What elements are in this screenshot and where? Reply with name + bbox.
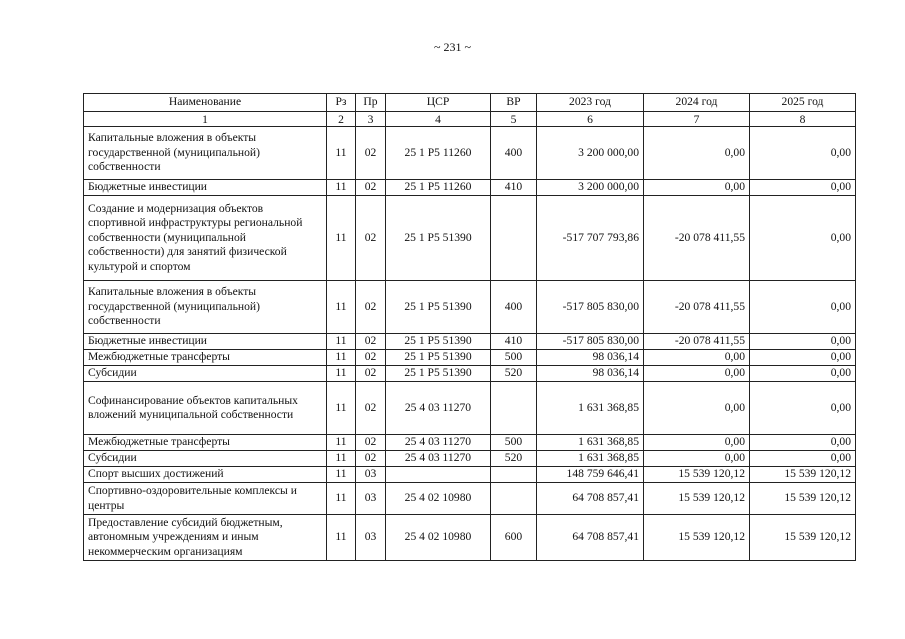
cell-csr: 25 1 P5 51390 — [386, 334, 491, 350]
cell-pr: 02 — [356, 350, 386, 366]
cell-pr: 02 — [356, 435, 386, 451]
cell-pr: 02 — [356, 451, 386, 467]
cell-2023: 1 631 368,85 — [537, 451, 644, 467]
cell-name: Софинансирование объектов капитальных вложений муниципальной собственности — [84, 382, 327, 435]
cell-2024: -20 078 411,55 — [644, 334, 750, 350]
cell-rz: 11 — [327, 281, 356, 334]
cell-name: Межбюджетные трансферты — [84, 350, 327, 366]
cell-pr: 02 — [356, 334, 386, 350]
cell-rz: 11 — [327, 127, 356, 180]
cell-vr — [491, 196, 537, 281]
cell-name: Создание и модернизация объектов спортивной инфраструктуры региональной собственности (муниципальной собственности) для занятий физической культурой и спортом — [84, 196, 327, 281]
cell-2025: 15 539 120,12 — [750, 483, 856, 515]
column-number-row — [84, 112, 856, 127]
column-header-2023: 2023 год — [537, 94, 644, 112]
cell-csr: 25 1 P5 11260 — [386, 180, 491, 196]
cell-2025: 15 539 120,12 — [750, 467, 856, 483]
cell-csr: 25 1 P5 11260 — [386, 127, 491, 180]
cell-vr — [491, 483, 537, 515]
cell-2024: -20 078 411,55 — [644, 196, 750, 281]
column-number: 6 — [537, 112, 644, 127]
cell-2023: 98 036,14 — [537, 366, 644, 382]
cell-vr: 520 — [491, 366, 537, 382]
cell-name: Субсидии — [84, 366, 327, 382]
table-row — [84, 366, 856, 382]
cell-2023: 1 631 368,85 — [537, 382, 644, 435]
cell-csr: 25 4 03 11270 — [386, 451, 491, 467]
table-row — [84, 435, 856, 451]
cell-csr — [386, 467, 491, 483]
cell-vr — [491, 467, 537, 483]
cell-2025: 0,00 — [750, 334, 856, 350]
cell-rz: 11 — [327, 382, 356, 435]
cell-2025: 15 539 120,12 — [750, 515, 856, 561]
column-header-vr: ВР — [491, 94, 537, 112]
cell-pr: 02 — [356, 281, 386, 334]
table-row — [84, 483, 856, 515]
cell-2025: 0,00 — [750, 435, 856, 451]
cell-2024: 0,00 — [644, 350, 750, 366]
cell-pr: 02 — [356, 382, 386, 435]
cell-name: Межбюджетные трансферты — [84, 435, 327, 451]
cell-rz: 11 — [327, 515, 356, 561]
cell-2024: 0,00 — [644, 451, 750, 467]
cell-pr: 03 — [356, 515, 386, 561]
cell-rz: 11 — [327, 483, 356, 515]
cell-name: Бюджетные инвестиции — [84, 334, 327, 350]
cell-2024: 0,00 — [644, 180, 750, 196]
column-number: 8 — [750, 112, 856, 127]
cell-2023: 3 200 000,00 — [537, 180, 644, 196]
cell-vr: 410 — [491, 334, 537, 350]
cell-rz: 11 — [327, 180, 356, 196]
column-header-rz: Рз — [327, 94, 356, 112]
cell-2025: 0,00 — [750, 281, 856, 334]
cell-2023: 98 036,14 — [537, 350, 644, 366]
cell-vr: 520 — [491, 451, 537, 467]
column-header-2024: 2024 год — [644, 94, 750, 112]
cell-2023: 3 200 000,00 — [537, 127, 644, 180]
cell-name: Предоставление субсидий бюджетным, автономным учреждениям и иным некоммерческим организациям — [84, 515, 327, 561]
cell-2025: 0,00 — [750, 196, 856, 281]
cell-2023: -517 805 830,00 — [537, 281, 644, 334]
cell-2023: 64 708 857,41 — [537, 483, 644, 515]
column-number: 7 — [644, 112, 750, 127]
cell-vr: 500 — [491, 435, 537, 451]
cell-2025: 0,00 — [750, 180, 856, 196]
page-number: ~ 231 ~ — [434, 40, 471, 54]
cell-rz: 11 — [327, 350, 356, 366]
cell-name: Капитальные вложения в объекты государственной (муниципальной) собственности — [84, 281, 327, 334]
cell-csr: 25 4 02 10980 — [386, 515, 491, 561]
cell-pr: 02 — [356, 180, 386, 196]
cell-2025: 0,00 — [750, 366, 856, 382]
cell-csr: 25 1 P5 51390 — [386, 281, 491, 334]
column-number: 1 — [84, 112, 327, 127]
cell-vr: 400 — [491, 127, 537, 180]
cell-2024: 0,00 — [644, 366, 750, 382]
cell-2023: -517 805 830,00 — [537, 334, 644, 350]
cell-2023: 148 759 646,41 — [537, 467, 644, 483]
table-row — [84, 334, 856, 350]
column-header-csr: ЦСР — [386, 94, 491, 112]
cell-name: Бюджетные инвестиции — [84, 180, 327, 196]
cell-2023: -517 707 793,86 — [537, 196, 644, 281]
cell-vr: 400 — [491, 281, 537, 334]
table-row — [84, 382, 856, 435]
table-row — [84, 451, 856, 467]
cell-2023: 1 631 368,85 — [537, 435, 644, 451]
cell-rz: 11 — [327, 196, 356, 281]
cell-csr: 25 4 02 10980 — [386, 483, 491, 515]
cell-vr: 500 — [491, 350, 537, 366]
cell-2023: 64 708 857,41 — [537, 515, 644, 561]
cell-pr: 02 — [356, 366, 386, 382]
cell-rz: 11 — [327, 451, 356, 467]
cell-pr: 03 — [356, 483, 386, 515]
cell-rz: 11 — [327, 334, 356, 350]
table-row — [84, 196, 856, 281]
cell-name: Субсидии — [84, 451, 327, 467]
cell-name: Спорт высших достижений — [84, 467, 327, 483]
cell-csr: 25 1 P5 51390 — [386, 350, 491, 366]
cell-2024: 15 539 120,12 — [644, 483, 750, 515]
table-row — [84, 515, 856, 561]
column-header-pr: Пр — [356, 94, 386, 112]
cell-csr: 25 4 03 11270 — [386, 435, 491, 451]
cell-2024: -20 078 411,55 — [644, 281, 750, 334]
table-header-row — [84, 94, 856, 112]
cell-pr: 02 — [356, 127, 386, 180]
column-header-name: Наименование — [84, 94, 327, 112]
column-number: 4 — [386, 112, 491, 127]
column-number: 3 — [356, 112, 386, 127]
cell-pr: 02 — [356, 196, 386, 281]
cell-vr — [491, 382, 537, 435]
cell-2024: 15 539 120,12 — [644, 515, 750, 561]
table-row — [84, 467, 856, 483]
column-header-2025: 2025 год — [750, 94, 856, 112]
cell-name: Спортивно-оздоровительные комплексы и центры — [84, 483, 327, 515]
cell-vr: 410 — [491, 180, 537, 196]
cell-2025: 0,00 — [750, 127, 856, 180]
cell-2024: 15 539 120,12 — [644, 467, 750, 483]
cell-2024: 0,00 — [644, 127, 750, 180]
table-row — [84, 180, 856, 196]
cell-name: Капитальные вложения в объекты государственной (муниципальной) собственности — [84, 127, 327, 180]
cell-2025: 0,00 — [750, 350, 856, 366]
budget-table — [83, 93, 856, 561]
cell-rz: 11 — [327, 435, 356, 451]
table-row — [84, 350, 856, 366]
cell-2024: 0,00 — [644, 435, 750, 451]
cell-rz: 11 — [327, 366, 356, 382]
column-number: 5 — [491, 112, 537, 127]
cell-2025: 0,00 — [750, 382, 856, 435]
table-row — [84, 281, 856, 334]
cell-2025: 0,00 — [750, 451, 856, 467]
column-number: 2 — [327, 112, 356, 127]
cell-csr: 25 1 P5 51390 — [386, 196, 491, 281]
cell-rz: 11 — [327, 467, 356, 483]
cell-vr: 600 — [491, 515, 537, 561]
cell-csr: 25 4 03 11270 — [386, 382, 491, 435]
cell-pr: 03 — [356, 467, 386, 483]
table-row — [84, 127, 856, 180]
cell-2024: 0,00 — [644, 382, 750, 435]
cell-csr: 25 1 P5 51390 — [386, 366, 491, 382]
